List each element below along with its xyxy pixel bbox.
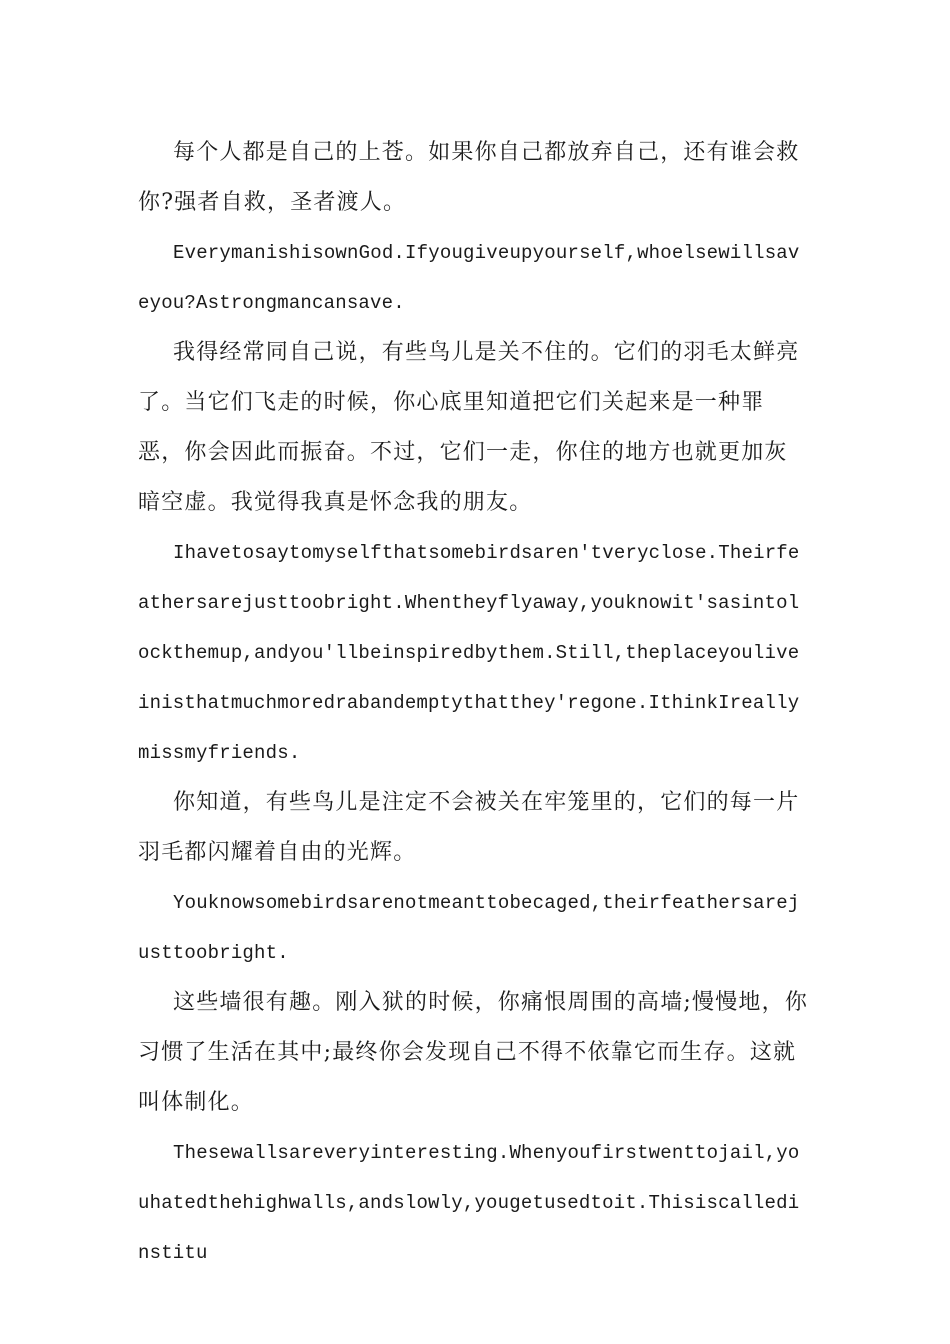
paragraph-zh-2: 我得经常同自己说，有些鸟儿是关不住的。它们的羽毛太鲜亮了。当它们飞走的时候，你心底里知道把它们关起来是一种罪恶，你会因此而振奋。不过，它们一走，你住的地方也就更加灰暗空虚。我觉得我真是怀念我的朋友。	[138, 340, 800, 515]
paragraph-en-2: Ihavetosaytomyselfthatsomebirdsaren'tveryclose.Theirfeathersarejusttoobright.Whentheyflyaway,youknowit'sasintolockthemup,andyou'llbeinspiredbythem.Still,theplaceyouliveinisthatmuchmoredrabandemptythatthey'regone.IthinkIreallymissmyfriends.	[138, 542, 800, 764]
document-body	[138, 128, 810, 1278]
paragraph-en-1: EverymanishisownGod.Ifyougiveupyourself,whoelsewillsaveyou?Astrongmancansave.	[138, 242, 800, 314]
paragraph-zh-3: 你知道，有些鸟儿是注定不会被关在牢笼里的，它们的每一片羽毛都闪耀着自由的光辉。	[138, 790, 800, 865]
paragraph-zh-4: 这些墙很有趣。刚入狱的时候，你痛恨周围的高墙;慢慢地，你习惯了生活在其中;最终你会发现自己不得不依靠它而生存。这就叫体制化。	[138, 990, 809, 1115]
paragraph-zh-1: 每个人都是自己的上苍。如果你自己都放弃自己，还有谁会救你?强者自救，圣者渡人。	[138, 140, 800, 215]
paragraph-en-3: Youknowsomebirdsarenotmeanttobecaged,theirfeathersarejusttoobright.	[138, 892, 800, 964]
paragraph-en-4: Thesewallsareveryinteresting.Whenyoufirstwenttojail,youhatedthehighwalls,andslowly,yougetusedtoit.Thisiscalledinstitu	[138, 1142, 800, 1264]
